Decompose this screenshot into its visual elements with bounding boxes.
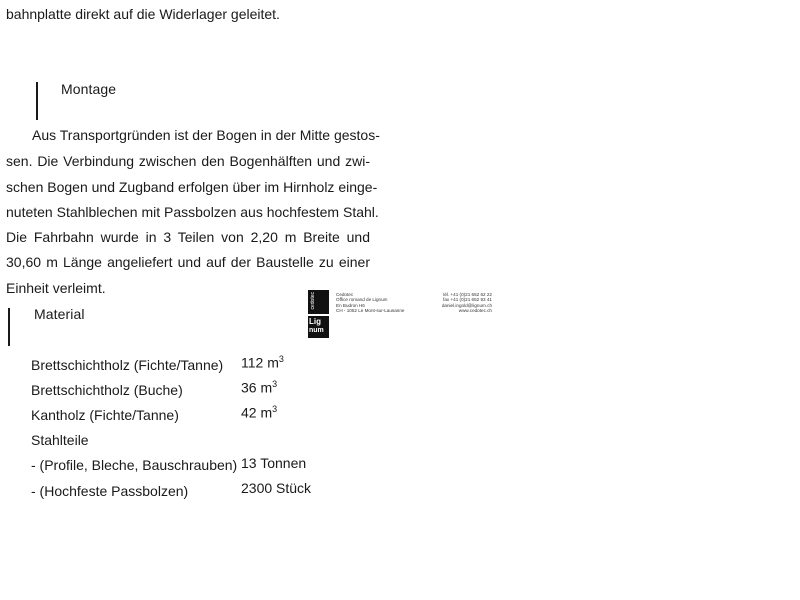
cedotec-logo-block <box>308 290 329 314</box>
contact-line: tél. +41 (0)21 652 62 22 <box>443 292 492 297</box>
material-label: Brettschichtholz (Fichte/Tanne) <box>31 357 224 373</box>
address-block <box>336 292 404 314</box>
contact-block <box>436 292 492 314</box>
contact-line: www.cedotec.ch <box>458 308 492 314</box>
address-line: En Budron H6 <box>336 302 365 308</box>
logo-text-num: num <box>309 327 324 334</box>
section-heading-material: Material <box>34 306 85 322</box>
paragraph-line: Einheit verleimt. <box>6 280 106 296</box>
material-label: - (Profile, Bleche, Bauschrauben) <box>31 457 238 473</box>
paragraph-line: sen. Die Verbindung zwischen den Bogenhälften und zwi- <box>6 153 370 169</box>
material-label: Brettschichtholz (Buche) <box>31 382 183 398</box>
paragraph-line: nuteten Stahlblechen mit Passbolzen aus hochfestem Stahl. <box>6 204 379 220</box>
material-value: 112 $m^3$ <box>241 354 284 371</box>
material-label: Stahlteile <box>31 432 89 448</box>
paragraph-tail: bahnplatte direkt auf die Widerlager geleitet. <box>6 6 280 22</box>
logo-vertical-text: cedotec <box>310 292 316 310</box>
material-value: 2300 Stück <box>241 480 312 496</box>
material-label: Kantholz (Fichte/Tanne) <box>31 407 179 423</box>
material-value: 36 $m^3$ <box>241 379 278 396</box>
section-heading-montage: Montage <box>61 81 117 97</box>
section-marker <box>8 308 10 346</box>
section-marker <box>36 82 38 120</box>
logo-text-lig: Lig <box>309 317 321 326</box>
paragraph-line: schen Bogen und Zugband erfolgen über im Hirnholz einge- <box>6 179 378 195</box>
material-label: - (Hochfeste Passbolzen) <box>31 483 189 499</box>
material-value: 13 Tonnen <box>241 455 307 471</box>
paragraph-line: Die Fahrbahn wurde in 3 Teilen von 2,20 m Breite und <box>6 229 370 245</box>
contact-line: fax +41 (0)21 652 93 41 <box>443 297 492 303</box>
paragraph-line: 30,60 m Länge angeliefert und auf der Baustelle zu einer <box>6 254 370 270</box>
contact-line: daniel.ingold@lignum.ch <box>441 302 492 308</box>
lignum-logo-icon <box>308 316 329 338</box>
address-line: Office romand de Lignum <box>336 297 388 303</box>
address-line: Cedotec <box>336 292 354 297</box>
paragraph-line: Aus Transportgründen ist der Bogen in der Mitte gestos- <box>32 127 380 143</box>
address-line: CH - 1052 Le Mont-sur-Lausanne <box>336 308 405 314</box>
material-value: 42 $m^3$ <box>241 404 278 421</box>
